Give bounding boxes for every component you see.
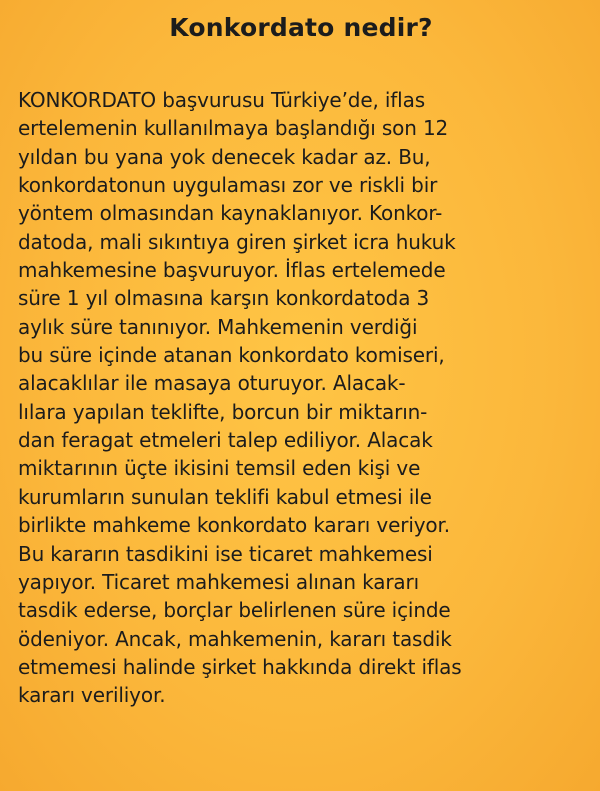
body-line: bu süre içinde atanan konkordato komiseri, xyxy=(18,343,445,368)
body-line: lılara yapılan teklifte, borcun bir miktarın- xyxy=(18,399,428,424)
body-line: ertelemenin kullanılmaya başlandığı son 12 xyxy=(18,116,449,141)
body-line: Bu kararın tasdikini ise ticaret mahkemesi xyxy=(18,541,433,566)
body-line: ödeniyor. Ancak, mahkemenin, kararı tasdik xyxy=(18,626,452,651)
body-line: kurumların sunulan teklifi kabul etmesi ile xyxy=(18,484,432,509)
body-line: yıldan bu yana yok denecek kadar az. Bu, xyxy=(18,144,431,169)
box-title: Konkordato nedir? xyxy=(169,13,433,42)
body-line: konkordatonun uygulaması zor ve riskli bir xyxy=(18,173,438,198)
body-line: aylık süre tanınıyor. Mahkemenin verdiği xyxy=(18,314,418,339)
body-line: KONKORDATO başvurusu Türkiye’de, iflas xyxy=(18,88,425,112)
body-line: datoda, mali sıkıntıya giren şirket icra hukuk xyxy=(18,229,456,254)
body-line: dan feragat etmeleri talep ediliyor. Alacak xyxy=(18,428,433,453)
body-line: kararı veriliyor. xyxy=(18,683,166,708)
body-line: tasdik ederse, borçlar belirlenen süre içinde xyxy=(18,598,451,623)
body-line: yapıyor. Ticaret mahkemesi alınan kararı xyxy=(18,569,420,594)
body-line: etmemesi halinde şirket hakkında direkt iflas xyxy=(18,654,462,679)
body-line: süre 1 yıl olmasına karşın konkordatoda 3 xyxy=(18,286,430,311)
body-line: mahkemesine başvuruyor. İflas ertelemede xyxy=(18,258,446,283)
body-line: miktarının üçte ikisini temsil eden kişi ve xyxy=(18,456,421,481)
body-line: birlikte mahkeme konkordato kararı veriyor. xyxy=(18,513,450,538)
body-line: alacaklılar ile masaya oturuyor. Alacak- xyxy=(18,371,406,396)
body-text xyxy=(18,86,584,710)
body-line: yöntem olmasından kaynaklanıyor. Konkor- xyxy=(18,201,443,226)
